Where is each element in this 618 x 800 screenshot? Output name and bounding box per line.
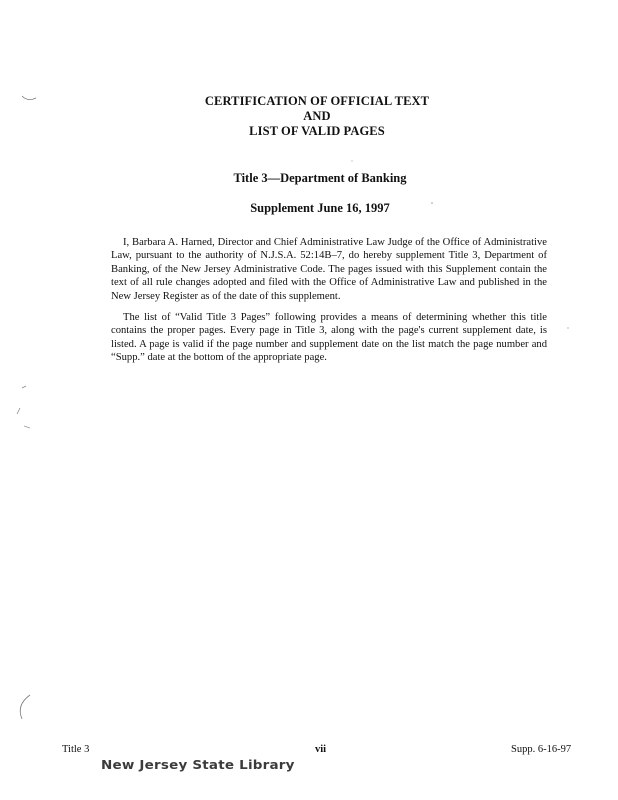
heading-line-3: LIST OF VALID PAGES	[249, 124, 385, 138]
heading-line-1: CERTIFICATION OF OFFICIAL TEXT	[204, 94, 430, 108]
footer-supp-date: Supp. 6-16-97	[511, 744, 572, 755]
supplement-heading: Supplement June 16, 1997	[250, 201, 390, 215]
paragraph-valid-pages: The list of “Valid Title 3 Pages” following provides a means of determining whether this title contains the proper pages. Every page in Title 3, along with the page's current supplement date, is listed. A page is valid if the page number and supplement date on the list match the page number and “Supp.” date at the bottom of the appropriate page.	[111, 312, 547, 364]
certification-heading	[0, 94, 618, 139]
footer-title: Title 3	[62, 744, 90, 755]
title-heading: Title 3—Department of Banking	[233, 171, 407, 185]
paragraph-certification: I, Barbara A. Harned, Director and Chief Administrative Law Judge of the Office of Administrative Law, pursuant to the authority of N.J.S.A. 52:14B–7, do hereby supplement Title 3, Department of Banking, of the New Jersey Administrative Code. The pages issued with this Supplement contain the text of all rule changes adopted and filed with the Office of Administrative Law and published in the New Jersey Register as of the date of this supplement.	[111, 237, 547, 302]
library-stamp: New Jersey State Library	[101, 758, 295, 773]
heading-line-2: AND	[303, 109, 331, 123]
footer-page-number: vii	[315, 744, 327, 755]
